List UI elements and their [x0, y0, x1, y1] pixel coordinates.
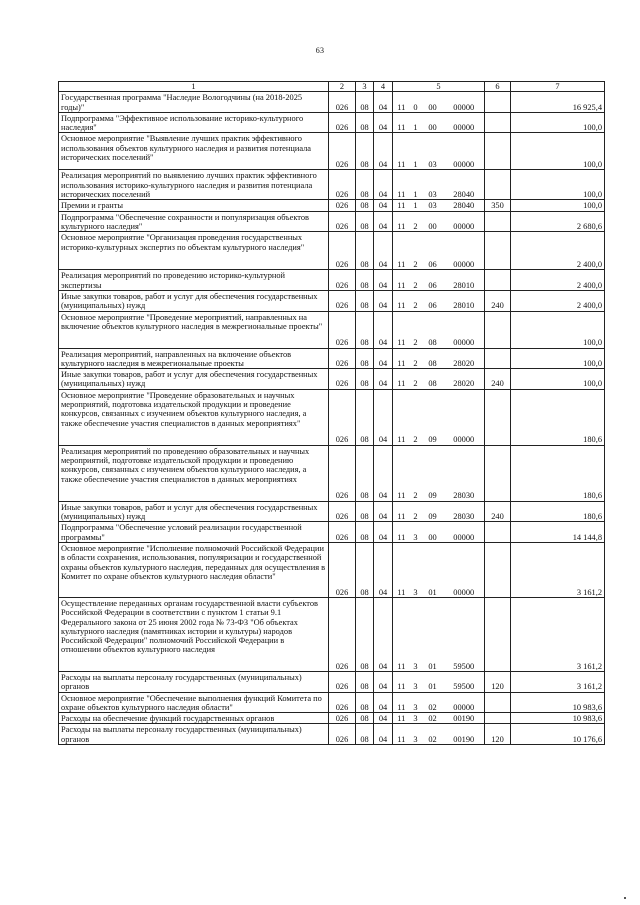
table-row: [59, 211, 605, 232]
amount-cell: 100,0: [511, 170, 605, 200]
table-row: [59, 542, 605, 597]
table-row: [59, 232, 605, 270]
section-code: 08: [356, 170, 374, 200]
row-description: Государственная программа "Наследие Вологодчины (на 2018-2025 годы)": [59, 92, 329, 113]
admin-code: 026: [329, 713, 356, 724]
admin-code: 026: [329, 170, 356, 200]
activity-code: 03: [422, 133, 444, 170]
table-row: [59, 713, 605, 724]
admin-code: 026: [329, 501, 356, 522]
section-code: 08: [356, 692, 374, 713]
subprogram-code: 3: [410, 724, 422, 745]
activity-code: 00: [422, 92, 444, 113]
amount-cell: 100,0: [511, 348, 605, 369]
table-row: [59, 389, 605, 445]
admin-code: 026: [329, 389, 356, 445]
direction-code: 00000: [444, 522, 485, 543]
row-description: Осуществление переданных органам государственной власти субъектов Российской Федерации в соответствии с пунктом 1 статьи 9.1 Федерального закона от 25 июня 2002 года № 73-ФЗ "Об объектах культурного наследия (памятниках истории и культуры) народов Российской Федерации" полномочий Российской Федерации в отношении объектов культурного наследия: [59, 597, 329, 671]
program-code: 11: [393, 692, 410, 713]
expense-type-code: [485, 211, 511, 232]
section-code: 08: [356, 232, 374, 270]
expense-type-code: [485, 232, 511, 270]
subprogram-code: 2: [410, 290, 422, 311]
activity-code: 06: [422, 290, 444, 311]
direction-code: 00000: [444, 542, 485, 597]
activity-code: 02: [422, 692, 444, 713]
amount-cell: 10 983,6: [511, 713, 605, 724]
program-code: 11: [393, 112, 410, 133]
scan-mark: [624, 897, 626, 899]
admin-code: 026: [329, 692, 356, 713]
subprogram-code: 3: [410, 713, 422, 724]
table-row: [59, 445, 605, 501]
direction-code: 00000: [444, 389, 485, 445]
table-row: [59, 170, 605, 200]
program-code: 11: [393, 597, 410, 671]
table-row: [59, 92, 605, 113]
expense-type-code: 240: [485, 369, 511, 390]
admin-code: 026: [329, 112, 356, 133]
program-code: 11: [393, 671, 410, 692]
table-row: [59, 522, 605, 543]
amount-cell: 3 161,2: [511, 542, 605, 597]
expense-type-code: 350: [485, 200, 511, 211]
amount-cell: 3 161,2: [511, 671, 605, 692]
subsection-code: 04: [374, 133, 393, 170]
amount-cell: 10 176,6: [511, 724, 605, 745]
subsection-code: 04: [374, 200, 393, 211]
admin-code: 026: [329, 369, 356, 390]
table-row: [59, 270, 605, 291]
program-code: 11: [393, 200, 410, 211]
section-code: 08: [356, 597, 374, 671]
direction-code: 28010: [444, 270, 485, 291]
activity-code: 03: [422, 170, 444, 200]
subprogram-code: 1: [410, 170, 422, 200]
direction-code: 00000: [444, 133, 485, 170]
table-row: [59, 112, 605, 133]
program-code: 11: [393, 232, 410, 270]
amount-cell: 2 400,0: [511, 270, 605, 291]
program-code: 11: [393, 92, 410, 113]
amount-cell: 100,0: [511, 133, 605, 170]
program-code: 11: [393, 211, 410, 232]
section-code: 08: [356, 445, 374, 501]
subprogram-code: 2: [410, 389, 422, 445]
expense-type-code: 120: [485, 724, 511, 745]
column-header: 3: [356, 82, 374, 92]
table-row: [59, 348, 605, 369]
subsection-code: 04: [374, 671, 393, 692]
amount-cell: 100,0: [511, 311, 605, 348]
program-code: 11: [393, 542, 410, 597]
program-code: 11: [393, 501, 410, 522]
activity-code: 00: [422, 522, 444, 543]
amount-cell: 3 161,2: [511, 597, 605, 671]
section-code: 08: [356, 671, 374, 692]
expense-type-code: 240: [485, 501, 511, 522]
amount-cell: 2 680,6: [511, 211, 605, 232]
activity-code: 08: [422, 311, 444, 348]
subprogram-code: 2: [410, 211, 422, 232]
program-code: 11: [393, 133, 410, 170]
expense-type-code: [485, 112, 511, 133]
table-row: [59, 724, 605, 745]
admin-code: 026: [329, 542, 356, 597]
activity-code: 01: [422, 542, 444, 597]
direction-code: 28030: [444, 501, 485, 522]
section-code: 08: [356, 112, 374, 133]
subsection-code: 04: [374, 713, 393, 724]
subsection-code: 04: [374, 369, 393, 390]
admin-code: 026: [329, 597, 356, 671]
subsection-code: 04: [374, 270, 393, 291]
row-description: Расходы на обеспечение функций государственных органов: [59, 713, 329, 724]
subsection-code: 04: [374, 311, 393, 348]
table-row: [59, 290, 605, 311]
admin-code: 026: [329, 270, 356, 291]
section-code: 08: [356, 270, 374, 291]
section-code: 08: [356, 290, 374, 311]
expense-type-code: [485, 348, 511, 369]
section-code: 08: [356, 200, 374, 211]
direction-code: 00000: [444, 692, 485, 713]
expense-type-code: 120: [485, 671, 511, 692]
subprogram-code: 2: [410, 348, 422, 369]
admin-code: 026: [329, 232, 356, 270]
row-description: Иные закупки товаров, работ и услуг для обеспечения государственных (муниципальных) нужд: [59, 501, 329, 522]
table-row: [59, 311, 605, 348]
table-row: [59, 369, 605, 390]
subprogram-code: 3: [410, 671, 422, 692]
row-description: Реализация мероприятий, направленных на включение объектов культурного наследия в межрегиональные проекты: [59, 348, 329, 369]
section-code: 08: [356, 369, 374, 390]
admin-code: 026: [329, 290, 356, 311]
column-header: 4: [374, 82, 393, 92]
subprogram-code: 3: [410, 542, 422, 597]
section-code: 08: [356, 713, 374, 724]
column-header: 1: [59, 82, 329, 92]
row-description: Реализация мероприятий по выявлению лучших практик эффективного использования историко-культурного наследия и развития потенциала исторических поселений: [59, 170, 329, 200]
activity-code: 01: [422, 671, 444, 692]
expense-type-code: [485, 597, 511, 671]
subsection-code: 04: [374, 724, 393, 745]
program-code: 11: [393, 724, 410, 745]
admin-code: 026: [329, 724, 356, 745]
admin-code: 026: [329, 92, 356, 113]
program-code: 11: [393, 290, 410, 311]
subsection-code: 04: [374, 445, 393, 501]
expense-type-code: [485, 170, 511, 200]
subprogram-code: 2: [410, 311, 422, 348]
budget-table: [58, 81, 605, 745]
row-description: Основное мероприятие "Выявление лучших практик эффективного использования объектов культурного наследия и развития потенциала исторических поселений": [59, 133, 329, 170]
subsection-code: 04: [374, 501, 393, 522]
column-header: 7: [511, 82, 605, 92]
expense-type-code: [485, 522, 511, 543]
direction-code: 28020: [444, 369, 485, 390]
activity-code: 06: [422, 232, 444, 270]
amount-cell: 14 144,8: [511, 522, 605, 543]
section-code: 08: [356, 389, 374, 445]
subprogram-code: 3: [410, 597, 422, 671]
direction-code: 00190: [444, 713, 485, 724]
table-row: [59, 671, 605, 692]
subprogram-code: 1: [410, 112, 422, 133]
subsection-code: 04: [374, 692, 393, 713]
direction-code: 00000: [444, 311, 485, 348]
activity-code: 06: [422, 270, 444, 291]
amount-cell: 180,6: [511, 389, 605, 445]
program-code: 11: [393, 389, 410, 445]
admin-code: 026: [329, 445, 356, 501]
direction-code: 00000: [444, 92, 485, 113]
subprogram-code: 0: [410, 92, 422, 113]
program-code: 11: [393, 369, 410, 390]
subprogram-code: 3: [410, 692, 422, 713]
subsection-code: 04: [374, 170, 393, 200]
program-code: 11: [393, 348, 410, 369]
table-row: [59, 133, 605, 170]
activity-code: 00: [422, 112, 444, 133]
table-row: [59, 692, 605, 713]
amount-cell: 2 400,0: [511, 290, 605, 311]
subsection-code: 04: [374, 211, 393, 232]
expense-type-code: 240: [485, 290, 511, 311]
direction-code: 28030: [444, 445, 485, 501]
subsection-code: 04: [374, 348, 393, 369]
subsection-code: 04: [374, 542, 393, 597]
subprogram-code: 1: [410, 133, 422, 170]
row-description: Иные закупки товаров, работ и услуг для обеспечения государственных (муниципальных) нужд: [59, 290, 329, 311]
direction-code: 28010: [444, 290, 485, 311]
row-description: Премии и гранты: [59, 200, 329, 211]
admin-code: 026: [329, 133, 356, 170]
table-row: [59, 200, 605, 211]
activity-code: 08: [422, 348, 444, 369]
activity-code: 02: [422, 724, 444, 745]
row-description: Подпрограмма "Эффективное использование историко-культурного наследия": [59, 112, 329, 133]
subsection-code: 04: [374, 597, 393, 671]
subsection-code: 04: [374, 92, 393, 113]
row-description: Расходы на выплаты персоналу государственных (муниципальных) органов: [59, 724, 329, 745]
column-header: 2: [329, 82, 356, 92]
program-code: 11: [393, 522, 410, 543]
expense-type-code: [485, 389, 511, 445]
subprogram-code: 2: [410, 270, 422, 291]
column-header: 6: [485, 82, 511, 92]
direction-code: 00000: [444, 232, 485, 270]
row-description: Основное мероприятие "Организация проведения государственных историко-культурных экспертиз по объектам культурного наследия": [59, 232, 329, 270]
row-description: Подпрограмма "Обеспечение условий реализации государственной программы": [59, 522, 329, 543]
expense-type-code: [485, 311, 511, 348]
expense-type-code: [485, 692, 511, 713]
section-code: 08: [356, 348, 374, 369]
direction-code: 00190: [444, 724, 485, 745]
subsection-code: 04: [374, 389, 393, 445]
subprogram-code: 3: [410, 522, 422, 543]
row-description: Подпрограмма "Обеспечение сохранности и популяризация объектов культурного наследия": [59, 211, 329, 232]
row-description: Расходы на выплаты персоналу государственных (муниципальных) органов: [59, 671, 329, 692]
direction-code: 28020: [444, 348, 485, 369]
activity-code: 09: [422, 389, 444, 445]
subsection-code: 04: [374, 112, 393, 133]
expense-type-code: [485, 92, 511, 113]
expense-type-code: [485, 270, 511, 291]
direction-code: 00000: [444, 112, 485, 133]
activity-code: 00: [422, 211, 444, 232]
direction-code: 59500: [444, 597, 485, 671]
program-code: 11: [393, 445, 410, 501]
section-code: 08: [356, 501, 374, 522]
row-description: Реализация мероприятий по проведению историко-культурной экспертизы: [59, 270, 329, 291]
amount-cell: 100,0: [511, 112, 605, 133]
section-code: 08: [356, 542, 374, 597]
subsection-code: 04: [374, 232, 393, 270]
admin-code: 026: [329, 211, 356, 232]
section-code: 08: [356, 724, 374, 745]
table-row: [59, 501, 605, 522]
section-code: 08: [356, 522, 374, 543]
subprogram-code: 2: [410, 501, 422, 522]
admin-code: 026: [329, 311, 356, 348]
direction-code: 28040: [444, 170, 485, 200]
amount-cell: 2 400,0: [511, 232, 605, 270]
column-header: 5: [393, 82, 485, 92]
admin-code: 026: [329, 671, 356, 692]
table-body: [59, 92, 605, 745]
program-code: 11: [393, 170, 410, 200]
direction-code: 59500: [444, 671, 485, 692]
activity-code: 08: [422, 369, 444, 390]
activity-code: 03: [422, 200, 444, 211]
subprogram-code: 2: [410, 369, 422, 390]
subprogram-code: 2: [410, 232, 422, 270]
program-code: 11: [393, 311, 410, 348]
direction-code: 00000: [444, 211, 485, 232]
section-code: 08: [356, 133, 374, 170]
subprogram-code: 1: [410, 200, 422, 211]
amount-cell: 100,0: [511, 369, 605, 390]
row-description: Основное мероприятие "Проведение образовательных и научных мероприятий, подготовка издательской продукции и проведение конкурсов, связанных с изучением объектов культурного наследия, а также обеспечение участия специалистов в данных мероприятиях": [59, 389, 329, 445]
row-description: Реализация мероприятий по проведению образовательных и научных мероприятий, подготовке издательской продукции и проведению конкурсов, связанных с изучением объектов культурного наследия, а также обеспечение участия специалистов в данных мероприятиях: [59, 445, 329, 501]
expense-type-code: [485, 445, 511, 501]
header-row: [59, 82, 605, 92]
amount-cell: 180,6: [511, 501, 605, 522]
section-code: 08: [356, 311, 374, 348]
program-code: 11: [393, 713, 410, 724]
amount-cell: 100,0: [511, 200, 605, 211]
subsection-code: 04: [374, 522, 393, 543]
page-number: 63: [315, 46, 325, 55]
direction-code: 28040: [444, 200, 485, 211]
row-description: Основное мероприятие "Исполнение полномочий Российской Федерации в области сохранения, использования, популяризации и государственной охраны объектов культурного наследия, переданных для осуществления в Комитет по охране объектов культурного наследия области": [59, 542, 329, 597]
activity-code: 09: [422, 445, 444, 501]
subsection-code: 04: [374, 290, 393, 311]
admin-code: 026: [329, 200, 356, 211]
section-code: 08: [356, 211, 374, 232]
amount-cell: 180,6: [511, 445, 605, 501]
admin-code: 026: [329, 522, 356, 543]
row-description: Основное мероприятие "Обеспечение выполнения функций Комитета по охране объектов культурного наследия области": [59, 692, 329, 713]
admin-code: 026: [329, 348, 356, 369]
expense-type-code: [485, 542, 511, 597]
program-code: 11: [393, 270, 410, 291]
expense-type-code: [485, 713, 511, 724]
section-code: 08: [356, 92, 374, 113]
activity-code: 09: [422, 501, 444, 522]
row-description: Основное мероприятие "Проведение мероприятий, направленных на включение объектов культурного наследия в межрегиональные проекты": [59, 311, 329, 348]
activity-code: 01: [422, 597, 444, 671]
amount-cell: 10 983,6: [511, 692, 605, 713]
activity-code: 02: [422, 713, 444, 724]
row-description: Иные закупки товаров, работ и услуг для обеспечения государственных (муниципальных) нужд: [59, 369, 329, 390]
expense-type-code: [485, 133, 511, 170]
amount-cell: 16 925,4: [511, 92, 605, 113]
table-row: [59, 597, 605, 671]
subprogram-code: 2: [410, 445, 422, 501]
